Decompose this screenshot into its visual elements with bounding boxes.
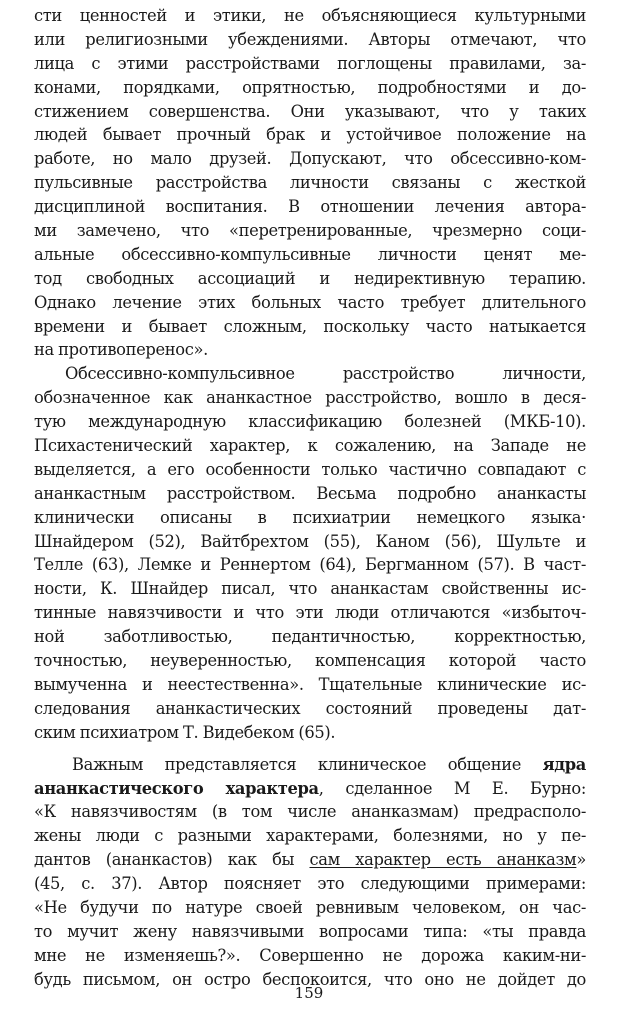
text-line: Шнайдером (52), Вайтбрехтом (55), Каном (56), Шульте и [34, 531, 586, 551]
page-number: 159 [294, 984, 324, 1002]
text-run: » [576, 850, 586, 870]
text-run: , сделанное М Е. Бурно: [318, 778, 586, 798]
text-line: точностью, неуверенностью, компенсация которой часто [34, 651, 586, 671]
text-line: или религиозными убеждениями. Авторы отмечают, что [34, 29, 586, 49]
text-line: тинные навязчивости и что эти люди отличаются «избыточ- [34, 603, 586, 623]
book-page [34, 4, 586, 992]
text-line: пульсивные расстройства личности связаны с жесткой [34, 173, 586, 193]
paragraph-1 [34, 4, 586, 362]
text-line [34, 848, 586, 872]
text-line [34, 777, 586, 801]
text-line: Психастенический характер, к сожалению, на Западе не [34, 436, 586, 456]
text-line: Телле (63), Лемке и Реннертом (64), Бергманном (57). В част- [34, 555, 586, 575]
bold-term: ананкастического характера [34, 778, 319, 798]
bold-term: ядра [542, 754, 586, 774]
text-line: работе, но мало друзей. Допускают, что обсессивно-ком- [34, 149, 586, 169]
text-run: дантов (ананкастов) как бы [34, 850, 310, 870]
text-line: будь письмом, он остро беспокоится, что оно не дойдет до [34, 969, 586, 989]
text-line: ности, К. Шнайдер писал, что ананкастам свойственны ис- [34, 579, 586, 599]
text-line: альные обсессивно-компульсивные личности ценят ме- [34, 244, 586, 264]
text-line: жены люди с разными характерами, болезнями, но у пе- [34, 826, 586, 846]
text-line: людей бывает прочный брак и устойчивое положение на [34, 125, 586, 145]
text-line: ананкастным расстройством. Весьма подробно ананкасты [34, 483, 586, 503]
text-line: «К навязчивостям (в том числе ананказмам) предрасполо- [34, 802, 586, 822]
text-line: «Не будучи по натуре своей ревнивым человеком, он час- [34, 897, 586, 917]
text-line [34, 753, 586, 777]
underlined-phrase: сам характер есть ананказм [309, 850, 577, 870]
text-line: тод свободных ассоциаций и недирективную терапию. [34, 268, 586, 288]
paragraph-gap [34, 745, 586, 753]
paragraph-3 [34, 753, 586, 992]
text-line: конами, порядками, опрятностью, подробностями и до- [34, 77, 586, 97]
text-line: стижением совершенства. Они указывают, что у таких [34, 101, 586, 121]
text-line: дисциплиной воспитания. В отношении лечения автора- [34, 197, 586, 217]
text-line: Обсессивно-компульсивное расстройство личности, [65, 364, 586, 384]
text-line: ной заботливостью, педантичностью, корректностью, [34, 627, 586, 647]
text-line: вымученна и неестественна». Тщательные клинические ис- [34, 674, 586, 694]
text-line: сти ценностей и этики, не объясняющиеся культурными [34, 6, 586, 25]
text-line: ми замечено, что «перетренированные, чрезмерно соци- [34, 221, 586, 241]
text-line: обозначенное как ананкастное расстройство, вошло в деся- [34, 388, 586, 408]
text-line: тую международную классификацию болезней (МКБ-10). [34, 412, 586, 432]
text-line: следования ананкастических состояний проведены дат- [34, 698, 586, 718]
text-line: на противоперенос». [34, 340, 208, 360]
text-line: выделяется, а его особенности только частично совпадают с [34, 459, 586, 479]
text-line: мне не изменяешь?». Совершенно не дорожа каким-ни- [34, 945, 586, 965]
text-line: то мучит жену навязчивыми вопросами типа: «ты правда [34, 921, 586, 941]
text-line: лица с этими расстройствами поглощены правилами, за- [34, 53, 586, 73]
text-line: ским психиатром Т. Видебеком (65). [34, 722, 336, 742]
text-run: Важным представляется клиническое общение [72, 754, 543, 774]
text-line: (45, с. 37). Автор поясняет это следующими примерами: [34, 874, 586, 894]
text-line: Однако лечение этих больных часто требует длительного [34, 292, 586, 312]
text-line: клинически описаны в психиатрии немецкого языка· [34, 507, 586, 527]
text-line: времени и бывает сложным, поскольку часто натыкается [34, 316, 586, 336]
paragraph-2 [34, 362, 586, 744]
